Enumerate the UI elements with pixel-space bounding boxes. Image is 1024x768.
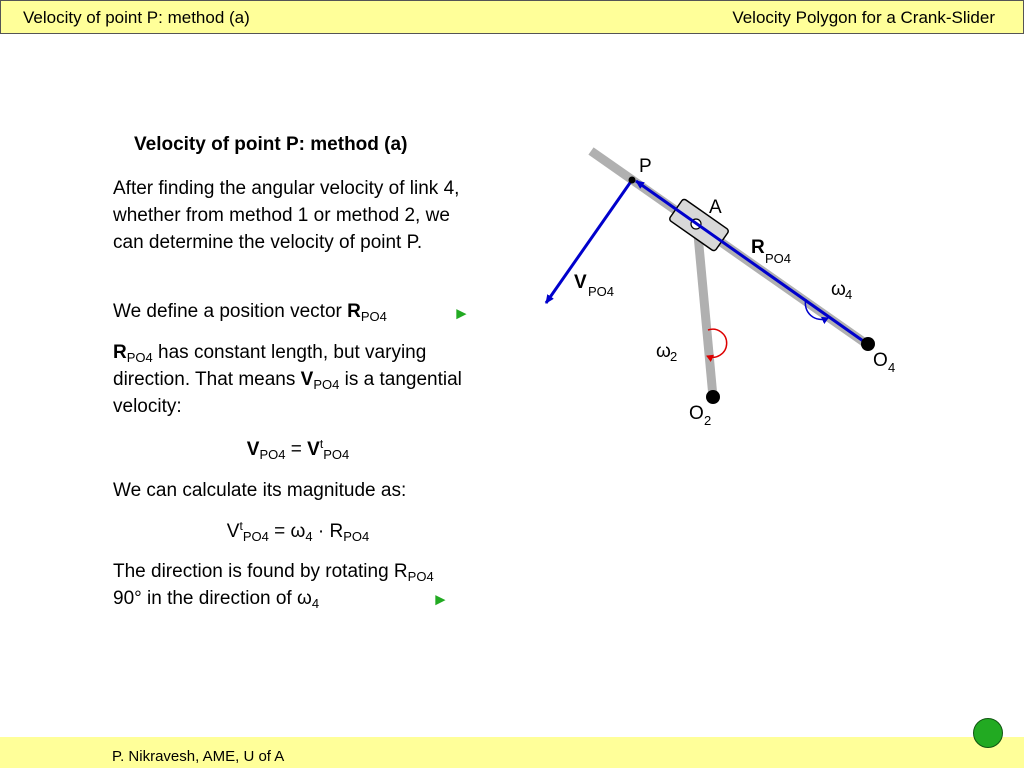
point-P xyxy=(629,177,636,184)
label-O2: O xyxy=(689,403,704,424)
footer-author: P. Nikravesh, AME, U of A xyxy=(112,748,285,765)
link-2-crank xyxy=(697,224,713,397)
paragraph-constant-length: $R_{PO4}$ has constant length, but varying direction. That means $V_{PO4}$ is a tangential velocity: xyxy=(113,342,462,417)
play-step-button-2[interactable]: ► xyxy=(432,590,449,609)
label-omega2-sub: 2 xyxy=(670,349,678,364)
header-presentation-title: Velocity Polygon for a Crank-Slider xyxy=(732,8,995,27)
equation-magnitude: $V^t_{PO4} = \omega_4 \cdot R_{PO4}$ xyxy=(226,519,370,544)
paragraph-direction: The direction is found by rotating $R_{PO4}$ 90° in the direction of $\omega_4$ xyxy=(113,561,434,611)
paragraph-magnitude: We can calculate its magnitude as: xyxy=(113,480,407,501)
label-omega4-sub: 4 xyxy=(845,287,853,302)
equation-tangential-velocity: $V_{PO4} = V^t_{PO4}$ xyxy=(246,437,350,462)
label-A: A xyxy=(709,197,722,218)
label-P: P xyxy=(639,156,652,177)
paragraph-intro: After finding the angular velocity of link 4, whether from method 1 or method 2, we can determine the velocity of point P. xyxy=(113,178,460,253)
ground-O4 xyxy=(861,337,875,351)
paragraph-position-vector: We define a position vector $R_{PO4}$ xyxy=(113,301,387,324)
label-V-sub: PO4 xyxy=(588,284,615,299)
label-V: V xyxy=(574,272,587,293)
label-omega4: ω xyxy=(831,279,846,300)
next-slide-button[interactable] xyxy=(973,718,1003,748)
label-O2-sub: 2 xyxy=(704,413,712,428)
play-step-button-1[interactable]: ► xyxy=(453,304,470,323)
header-section-title: Velocity of point P: method (a) xyxy=(23,8,250,27)
label-O4: O xyxy=(873,350,888,371)
label-omega2: ω xyxy=(656,341,671,362)
vector-R-PO4 xyxy=(636,181,866,343)
label-O4-sub: 4 xyxy=(888,360,896,375)
ground-O2 xyxy=(706,390,720,404)
label-R: R xyxy=(751,237,765,258)
slide-footer xyxy=(0,737,1024,768)
label-R-sub: PO4 xyxy=(765,251,792,266)
slide-heading: Velocity of point P: method (a) xyxy=(134,134,408,155)
